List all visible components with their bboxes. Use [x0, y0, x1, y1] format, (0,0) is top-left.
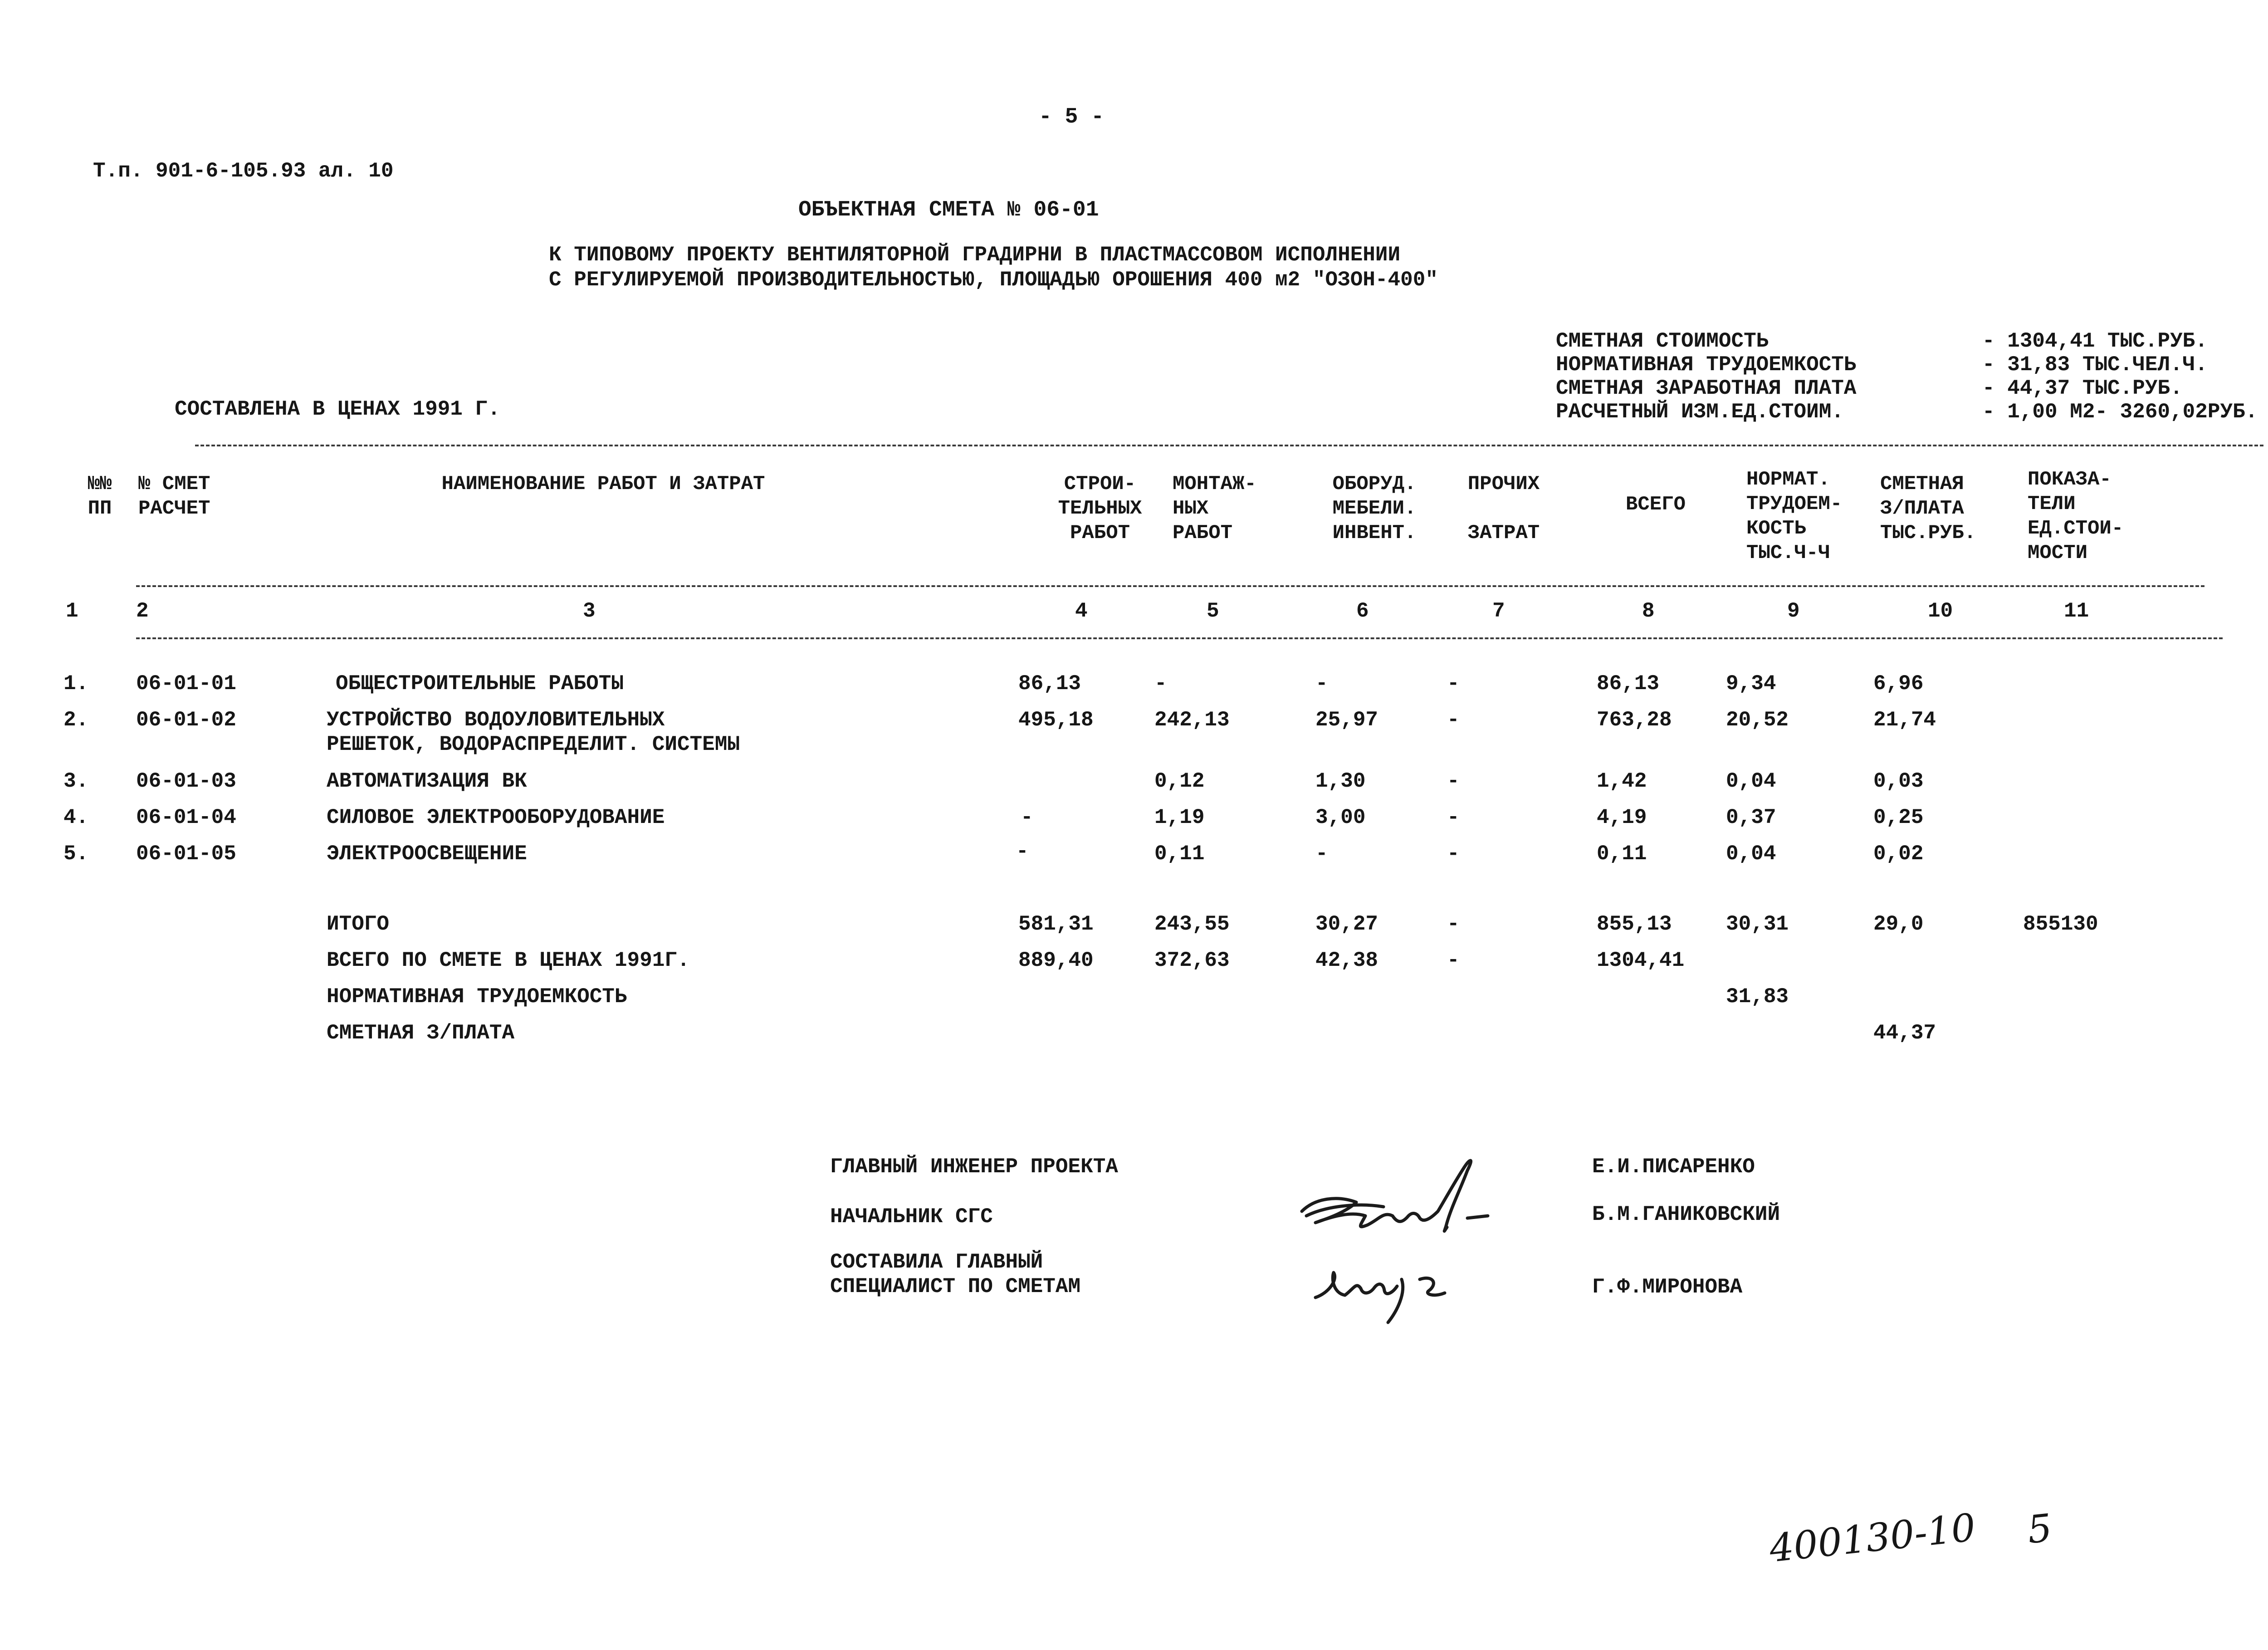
- column-number: 7: [1492, 599, 1505, 623]
- estimate-code: 06-01-04: [136, 806, 236, 829]
- equipment-cost: -: [1315, 842, 1328, 866]
- signatory-role: ГЛАВНЫЙ ИНЖЕНЕР ПРОЕКТА: [830, 1155, 1118, 1179]
- column-number: 8: [1642, 599, 1655, 623]
- column-header: ПОКАЗА- ТЕЛИ ЕД.СТОИ- МОСТИ: [2028, 468, 2124, 564]
- summary-value: - 31,83 ТЫС.ЧЕЛ.Ч.: [1982, 353, 2208, 377]
- summary-value: - 1304,41 ТЫС.РУБ.: [1982, 329, 2208, 353]
- labor-intensity: 31,83: [1726, 985, 1789, 1009]
- row-number: 1.: [64, 672, 89, 695]
- other-cost: -: [1447, 806, 1460, 829]
- handwritten-archive-number: 400130-10: [1767, 1505, 1978, 1571]
- wages: 44,37: [1873, 1021, 1936, 1045]
- signatory-role: НАЧАЛЬНИК СГС: [830, 1205, 993, 1229]
- estimate-code: 06-01-02: [136, 708, 236, 732]
- other-cost: -: [1447, 672, 1460, 695]
- column-number: 11: [2064, 599, 2089, 623]
- column-number: 1: [66, 599, 78, 623]
- equipment-cost: 25,97: [1315, 708, 1378, 732]
- installation-cost: 242,13: [1154, 708, 1230, 732]
- wages: 21,74: [1873, 708, 1936, 732]
- other-cost: -: [1447, 842, 1460, 866]
- installation-cost: 1,19: [1154, 806, 1205, 829]
- column-header: СТРОИ- ТЕЛЬНЫХ РАБОТ: [1058, 473, 1142, 544]
- estimate-title: ОБЪЕКТНАЯ СМЕТА № 06-01: [798, 198, 1099, 222]
- construction-cost: 495,18: [1018, 708, 1094, 732]
- signatory-role: СОСТАВИЛА ГЛАВНЫЙ СПЕЦИАЛИСТ ПО СМЕТАМ: [830, 1250, 1081, 1298]
- installation-cost: 372,63: [1154, 949, 1230, 972]
- construction-cost: 86,13: [1018, 672, 1081, 695]
- summary-value: - 1,00 М2- 3260,02РУБ.: [1982, 400, 2258, 424]
- work-name: УСТРОЙСТВО ВОДОУЛОВИТЕЛЬНЫХ РЕШЕТОК, ВОДОРАСПРЕДЕЛИТ. СИСТЕМЫ: [327, 708, 740, 756]
- column-header: №№ ПП: [88, 473, 112, 520]
- header-bottom-rule: [136, 585, 2204, 587]
- totals-name: СМЕТНАЯ З/ПЛАТА: [327, 1021, 515, 1045]
- column-number: 10: [1928, 599, 1953, 623]
- estimate-code: 06-01-03: [136, 769, 236, 793]
- construction-cost: 581,31: [1018, 912, 1094, 936]
- column-number: 6: [1356, 599, 1369, 623]
- summary-value: - 44,37 ТЫС.РУБ.: [1982, 377, 2183, 400]
- equipment-cost: 42,38: [1315, 949, 1378, 972]
- totals-name: ИТОГО: [327, 912, 390, 936]
- total-cost: 1304,41: [1597, 949, 1685, 972]
- construction-cost: -: [1016, 840, 1029, 863]
- unit-cost-indicator: 855130: [2023, 912, 2098, 936]
- handwritten-page-number: 5: [2025, 1505, 2054, 1552]
- work-name: АВТОМАТИЗАЦИЯ ВК: [327, 769, 527, 793]
- column-header: НОРМАТ. ТРУДОЕМ- КОСТЬ ТЫС.Ч-Ч: [1746, 468, 1843, 564]
- labor-intensity: 0,37: [1726, 806, 1776, 829]
- signatory-name: Г.Ф.МИРОНОВА: [1592, 1275, 1743, 1299]
- column-header: СМЕТНАЯ З/ПЛАТА ТЫС.РУБ.: [1880, 473, 1976, 544]
- total-cost: 0,11: [1597, 842, 1647, 866]
- document-reference: Т.п. 901-6-105.93 ал. 10: [93, 159, 394, 183]
- installation-cost: 0,12: [1154, 769, 1205, 793]
- row-number: 5.: [64, 842, 89, 866]
- estimate-subtitle-line2: С РЕГУЛИРУЕМОЙ ПРОИЗВОДИТЕЛЬНОСТЬЮ, ПЛОЩАДЬЮ ОРОШЕНИЯ 400 м2 "ОЗОН-400": [549, 268, 1438, 292]
- wages: 0,25: [1873, 806, 1924, 829]
- column-number: 3: [583, 599, 596, 623]
- equipment-cost: 30,27: [1315, 912, 1378, 936]
- equipment-cost: 1,30: [1315, 769, 1366, 793]
- handwritten-signatures: [1288, 1143, 1560, 1334]
- wages: 0,03: [1873, 769, 1924, 793]
- column-header: ВСЕГО: [1625, 493, 1686, 516]
- construction-cost: 889,40: [1018, 949, 1094, 972]
- column-number: 9: [1787, 599, 1800, 623]
- row-number: 2.: [64, 708, 89, 732]
- page-number: - 5 -: [1039, 105, 1105, 129]
- total-cost: 763,28: [1597, 708, 1672, 732]
- labor-intensity: 30,31: [1726, 912, 1789, 936]
- estimate-code: 06-01-01: [136, 672, 236, 695]
- other-cost: -: [1447, 769, 1460, 793]
- labor-intensity: 9,34: [1726, 672, 1776, 695]
- installation-cost: -: [1154, 672, 1167, 695]
- totals-name: НОРМАТИВНАЯ ТРУДОЕМКОСТЬ: [327, 985, 627, 1009]
- column-header: ПРОЧИХ ЗАТРАТ: [1467, 473, 1540, 544]
- total-cost: 855,13: [1597, 912, 1672, 936]
- labor-intensity: 0,04: [1726, 842, 1776, 866]
- row-number: 3.: [64, 769, 89, 793]
- table-top-rule: [195, 445, 2263, 446]
- column-header: ОБОРУД. МЕБЕЛИ. ИНВЕНТ.: [1332, 473, 1417, 544]
- summary-label: РАСЧЕТНЫЙ ИЗМ.ЕД.СТОИМ.: [1556, 400, 1844, 424]
- wages: 6,96: [1873, 672, 1924, 695]
- column-numbers-rule: [136, 637, 2223, 639]
- installation-cost: 243,55: [1154, 912, 1230, 936]
- wages: 29,0: [1873, 912, 1924, 936]
- estimate-code: 06-01-05: [136, 842, 236, 866]
- column-number: 2: [136, 599, 149, 623]
- row-number: 4.: [64, 806, 89, 829]
- other-cost: -: [1447, 708, 1460, 732]
- installation-cost: 0,11: [1154, 842, 1205, 866]
- equipment-cost: -: [1315, 672, 1328, 695]
- column-number: 5: [1207, 599, 1219, 623]
- work-name: ЭЛЕКТРООСВЕЩЕНИЕ: [327, 842, 527, 866]
- column-number: 4: [1075, 599, 1088, 623]
- column-header: НАИМЕНОВАНИЕ РАБОТ И ЗАТРАТ: [441, 473, 765, 495]
- labor-intensity: 0,04: [1726, 769, 1776, 793]
- summary-label: СМЕТНАЯ СТОИМОСТЬ: [1556, 329, 1769, 353]
- work-name: СИЛОВОЕ ЭЛЕКТРООБОРУДОВАНИЕ: [327, 806, 665, 829]
- labor-intensity: 20,52: [1726, 708, 1789, 732]
- totals-name: ВСЕГО ПО СМЕТЕ В ЦЕНАХ 1991Г.: [327, 949, 690, 972]
- other-cost: -: [1447, 949, 1460, 972]
- total-cost: 1,42: [1597, 769, 1647, 793]
- prices-note: СОСТАВЛЕНА В ЦЕНАХ 1991 Г.: [175, 397, 500, 421]
- work-name: ОБЩЕСТРОИТЕЛЬНЫЕ РАБОТЫ: [336, 672, 624, 695]
- wages: 0,02: [1873, 842, 1924, 866]
- total-cost: 4,19: [1597, 806, 1647, 829]
- summary-label: СМЕТНАЯ ЗАРАБОТНАЯ ПЛАТА: [1556, 377, 1857, 400]
- signatory-name: Б.М.ГАНИКОВСКИЙ: [1592, 1203, 1780, 1226]
- column-header: № СМЕТ РАСЧЕТ: [138, 473, 210, 520]
- construction-cost: -: [1021, 806, 1033, 829]
- signatory-name: Е.И.ПИСАРЕНКО: [1592, 1155, 1755, 1179]
- summary-label: НОРМАТИВНАЯ ТРУДОЕМКОСТЬ: [1556, 353, 1857, 377]
- column-header: МОНТАЖ- НЫХ РАБОТ: [1173, 473, 1256, 544]
- other-cost: -: [1447, 912, 1460, 936]
- total-cost: 86,13: [1597, 672, 1660, 695]
- estimate-subtitle-line1: К ТИПОВОМУ ПРОЕКТУ ВЕНТИЛЯТОРНОЙ ГРАДИРНИ В ПЛАСТМАССОВОМ ИСПОЛНЕНИИ: [549, 243, 1401, 267]
- equipment-cost: 3,00: [1315, 806, 1366, 829]
